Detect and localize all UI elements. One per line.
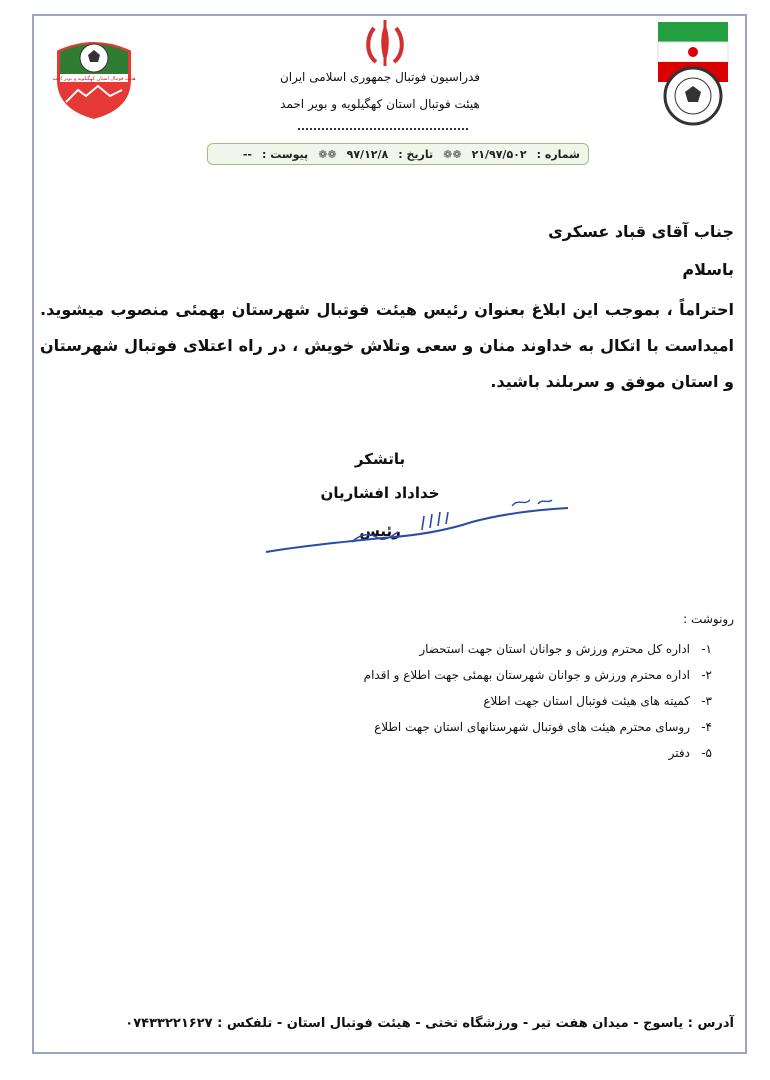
list-item	[364, 714, 712, 740]
provincial-football-logo-icon	[46, 30, 142, 122]
header-divider	[298, 128, 468, 132]
signer-role: رئیس	[359, 522, 401, 540]
list-item	[364, 740, 712, 766]
board-title: هیئت فوتبال استان کهگیلویه و بویر احمد	[280, 97, 480, 111]
cc-item-text: روسای محترم هیئت های فوتبال شهرستانهای استان جهت اطلاع	[374, 720, 690, 734]
signature-icon	[262, 492, 572, 564]
attachment-value: --	[242, 147, 252, 161]
greeting: باسلام	[682, 260, 734, 279]
left-logo-text: هیئت فوتبال استان کهگیلویه و بویر احمد	[52, 76, 136, 82]
iran-emblem-icon	[360, 20, 410, 66]
ffiri-logo-icon	[650, 18, 736, 128]
cc-item-number: ۵-	[701, 746, 712, 760]
cc-item-text: اداره کل محترم ورزش و جوانان استان جهت استحضار	[419, 642, 690, 656]
cc-item-number: ۲-	[701, 668, 712, 682]
cc-item-number: ۱-	[701, 642, 712, 656]
footer-address: آدرس : یاسوج - میدان هفت تیر - ورزشگاه تختی - هیئت فوتبال استان - تلفکس : ۰۷۴۳۳۲۲۱۶۲۷	[125, 1016, 734, 1031]
list-item	[364, 636, 712, 662]
addressee: جناب آقای قباد عسکری	[548, 222, 734, 241]
attachment-label: پیوست :	[261, 147, 309, 161]
cc-list	[364, 636, 712, 766]
separator-1: ❁❁	[443, 147, 462, 161]
closing: باتشکر	[354, 450, 406, 468]
signer-name: خداداد افشاریان	[320, 484, 440, 502]
body-lead: احتراماً ،	[666, 300, 735, 319]
cc-item-text: اداره محترم ورزش و جوانان شهرستان بهمئی جهت اطلاع و اقدام	[363, 668, 690, 682]
cc-title: رونوشت :	[683, 612, 734, 626]
body-text: بموجب این ابلاغ بعنوان رئیس هیئت فوتبال شهرستان بهمئی منصوب میشوید. امیداست با اتکال به خداوند منان و سعی وتلاش خویش ، در راه اعتلای فوتبال شهرستان و استان موفق و سربلند باشید.	[40, 300, 734, 391]
cc-item-text: کمیته های هیئت فوتبال استان جهت اطلاع	[483, 694, 690, 708]
cc-item-number: ۳-	[701, 694, 712, 708]
cc-item-number: ۴-	[701, 720, 712, 734]
list-item	[364, 662, 712, 688]
list-item	[364, 688, 712, 714]
separator-2: ❁❁	[318, 147, 337, 161]
date-label: تاریخ :	[398, 147, 434, 161]
federation-title: فدراسیون فوتبال جمهوری اسلامی ایران	[279, 70, 481, 84]
cc-item-text: دفتر	[668, 746, 690, 760]
reference-bar	[207, 143, 589, 165]
letter-number: ۲۱/۹۷/۵۰۲	[471, 147, 527, 161]
letter-body	[40, 292, 734, 400]
letter-date: ۹۷/۱۲/۸	[346, 147, 389, 161]
number-label: شماره :	[536, 147, 580, 161]
